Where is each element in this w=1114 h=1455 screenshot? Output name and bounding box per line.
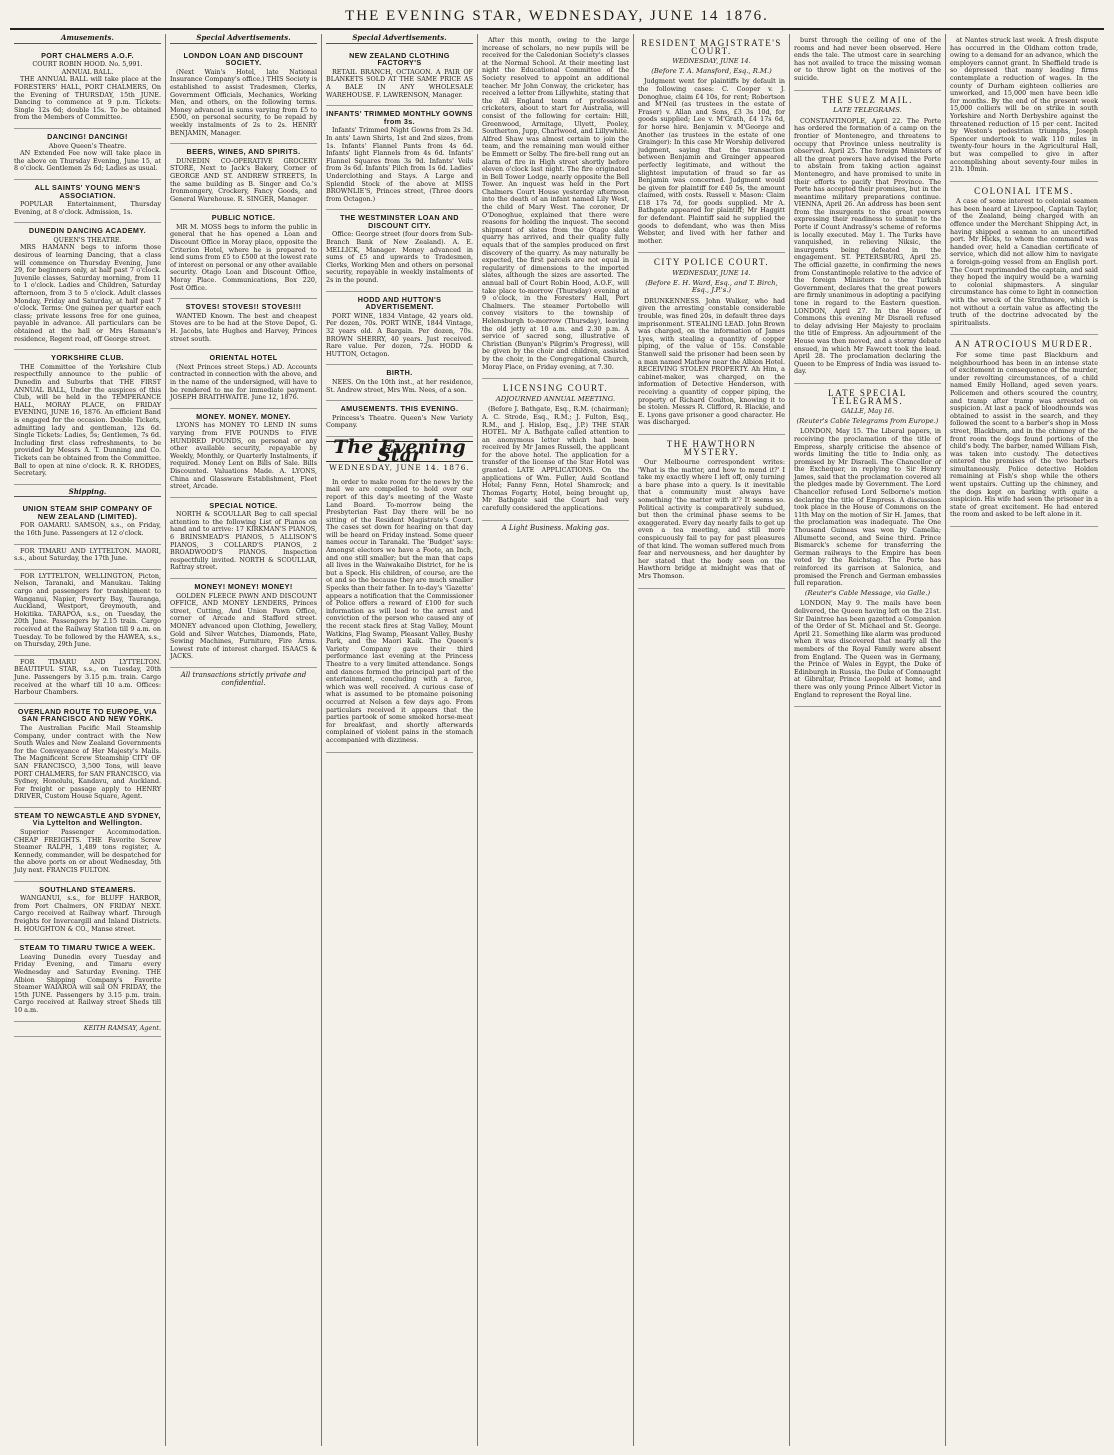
ad-heading: LONDON LOAN AND DISCOUNT SOCIETY.: [183, 50, 304, 68]
advertisement: [14, 350, 161, 485]
advertisement: [14, 180, 161, 223]
column-2: [166, 34, 322, 1446]
column-4: [478, 34, 634, 1446]
ad-heading: INFANTS' TRIMMED MONTHLY GOWNS from 3s.: [326, 109, 473, 126]
advertisement: [14, 570, 161, 656]
ad-list: [326, 48, 473, 437]
column-5: [634, 34, 790, 1446]
article-subheading: (Reuter's Cable Telegrams from Europe.): [796, 416, 939, 425]
ad-body: WANGANUI, s.s., for BLUFF HARBOR, from Port Chalmers, ON FRIDAY NEXT. Cargo received at Railway wharf. Through freights for Invercargill and Inland Districts. H. HOUGHTON & CO., Manse street.: [14, 894, 161, 933]
ad-heading: MONEY! MONEY! MONEY!: [194, 582, 293, 592]
advertisement: [14, 48, 161, 129]
ad-body: WANTED Known. The best and cheapest Stoves are to be had at the Stove Depot, G. H. Jacobs, late Hughes and Harvey, Princes street south.: [170, 311, 317, 343]
ad-heading: STEAM TO NEWCASTLE AND SYDNEY, Via Lyttelton and Wellington.: [14, 810, 161, 828]
ad-heading: SPECIAL NOTICE.: [209, 500, 278, 510]
ad-body: FOR OAMARU. SAMSON, s.s., on Friday, the 16th June. Passengers at 12 o'clock.: [14, 521, 161, 538]
news-paragraphs: After this month, owing to the large increase of scholars, no new pupils will be received for the Caledonian Society's classes at the Normal School. At their meeting last night the Educational Committee of the Society resolved to appoint an additional teacher. Mr John Conway, the cricketer, has received a letter from Lillywhite, stating that the All England team of professional cricketers, about to start for Australia, will consist of the following for certain: Hill, Greenwood, Armitage, Ulyett, Pooley, Southerton, Jupp, Charlwood, and Lillywhite. Alfred Shaw was almost certain to join the team, and the remaining man would either be Emmett or Selby. The fire-bell rang out an alarm of fire in High street shortly before eleven o'clock last night. The fire originated in Bell Tower Lodge, nearly opposite the Bell Tower. An inquest was held in the Port Chalmers Court House yesterday afternoon into the death of an infant named Lily West, the child of Mary West. The coroner, Dr O'Donoghue, explained that there were reasons for holding the inquest. The second shipment of slates from the Otago slate quarry has arrived, and their quality fully equals that of the samples produced on first discovery of the quarry. As may naturally be expected, the first parcels are not equal in regularity of dimensions to the imported slates, although the sizes are assorted. The annual ball of Court Robin Hood, A.O.F., will take place to-morrow (Thursday) evening at 9 o'clock, in the Foresters' Hall, Port Chalmers. The steamer Portobello will convey visitors to the township of Helensburgh to-morrow (Thursday), leaving the old jetty at 10 a.m. and 2.30 p.m. A service of sacred song, illustrative of Christian (Bunyan's Pilgrim's Progress), will be given by the choir and children, assisted by the choir, in the Congregational Church, Moray Place, on Friday evening, at 7.30.: [482, 36, 629, 371]
ad-body: GOLDEN FLEECE PAWN AND DISCOUNT OFFICE, AND MONEY LENDERS, Princes street, Cutting, And Union Pawn Office, corner of Arcade and Stafford street. MONEY advanced upon Clothing, Jewellery, Gold and Silver Watches, Diamonds, Plate, Sewing Machines, Furniture, Fire Arms. Lowest rate of interest charged. ISAACS & JACKS.: [170, 591, 317, 661]
ad-body: The Australian Pacific Mail Steamship Company, under contract with the New South Wales and New Zealand Governments for the Conveyance of Her Majesty's Mails. The Magnificent Screw Steamship CITY OF SAN FRANCISCO, 3,500 Tons, will leave PORT CHALMERS, for SAN FRANCISCO, via Sydney, Honolulu, Kandavu, and Auckland. For freight or passage apply to HENRY DRIVER, Custom House Square, Agent.: [14, 723, 161, 801]
ad-subline: Above Queen's Theatre.: [48, 141, 127, 150]
article-subheading: LATE TELEGRAMS.: [833, 106, 902, 115]
ad-body: Princess's Theatre. Queen's New Variety Company.: [326, 413, 473, 430]
article-heading: CITY POLICE COURT.: [653, 257, 770, 268]
ad-heading: DANCING! DANCING!: [47, 131, 128, 141]
ad-body: (Next Princes street Steps.) AD. Accounts contracted in connection with the above, and in the name of the undersigned, will have to be rendered to me for immediate payment. JOSEPH BRAITHWAITE. June 12, 1876.: [170, 362, 317, 402]
editorial-masthead: The Evening Star: [326, 441, 473, 462]
advertisement: [170, 299, 317, 350]
article-heading: COLONIAL ITEMS.: [974, 185, 1074, 196]
advertisement: [326, 401, 473, 437]
advertisement: [326, 48, 473, 107]
column-heading: Amusements.: [14, 34, 161, 44]
advertisement: [14, 882, 161, 941]
footer-note: A Light Business. Making gas.: [501, 523, 610, 532]
article-dateline: WEDNESDAY, JUNE 14.: [672, 269, 751, 278]
column-3: [322, 34, 478, 1446]
ad-body: NEES. On the 10th inst., at her residence, St. Andrew street, Mrs Wm. Nees, of a son.: [326, 377, 473, 394]
ad-subline: QUEEN'S THEATRE.: [53, 235, 122, 244]
advertisement: [14, 656, 161, 704]
ad-body: MR M. MOSS begs to inform the public in general that he has opened a Loan and Discount Office in Moray place, opposite the Criterion Hotel, where he is prepared to lend sums from £5 to £500 at the lowest rate of interest on personal or any other available security. Otago Loan and Discount Office, Moray Place. Communications, Box 220, Post Office.: [170, 222, 317, 292]
advertisement: [170, 579, 317, 668]
column-heading: Shipping.: [14, 488, 161, 498]
article-heading: THE SUEZ MAIL.: [822, 94, 913, 105]
ad-body: DUNEDIN CO-OPERATIVE GROCERY STORE, Next to Jack's Bakery, Corner of GEORGE AND ST. ANDREW STREETS, In the same building as B. Singer and Co.'s Ironmongery, Crockery, Fancy Goods, and General Warehouse. R. SINGER, Manager.: [170, 156, 317, 203]
ad-heading: PUBLIC NOTICE.: [211, 213, 276, 223]
ad-heading: STOVES! STOVES!! STOVES!!!: [185, 302, 302, 312]
article-subheading: (Reuter's Cable Message, via Galle.): [804, 588, 931, 597]
advertisement: [326, 292, 473, 366]
ad-body: THE ANNUAL BALL will take place at the FORESTERS' HALL, PORT CHALMERS, On the Evening of THURSDAY, 15th JUNE. Dancing to commence at 9 p.m. Tickets: Single 12s 6d; double 15s. To be obtained from the Members of Committee.: [14, 75, 161, 122]
ad-heading: UNION STEAM SHIP COMPANY OF NEW ZEALAND (LIMITED).: [22, 504, 153, 521]
article-heading: RESIDENT MAGISTRATE'S COURT.: [641, 38, 782, 56]
ad-body: LYONS has MONEY TO LEND IN sums varying from FIVE POUNDS to FIVE HUNDRED POUNDS, on personal or any other available security, repayable by Weekly, Monthly, or Quarterly Instalments, if required. Money Lent on Bills of Sale. Bills Discounted. Valuations Made. A. LYONS, China and Glassware Establishment, Fleet street, Arcade.: [170, 421, 317, 491]
advertisement: [170, 409, 317, 498]
article-body: LONDON, May 15. The Liberal papers, in receiving the proclamation of the title of Empress, sharply criticise the absence of words limiting the title to India only, as promised by Mr Disraeli. The Chancellor of the Exchequer, in replying to Sir Henry James, said that the proclamation covered all the pledges made by Government. The Lord Chancellor refused Lord Selborne's motion declaring the title of Empress. A discussion took place in the House of Commons on the 11th May on the motion of Sir H. James, that the proclamation was inadequate. The One Thousand Guineas was won by Camelia; Allumette second, and Seine third. Prince Bismarck's scheme for transferring the German railways to the Empire has been voted by the Reichstag. The Porte has reinforced its garrison at Salonica, and promised the French and German embassies full reparation.: [794, 427, 941, 588]
ad-body: Office: George street (four doors from Sub-Branch Bank of New Zealand). A. E. MELLICK, Manager. Money advanced in sums of £5 and upwards to Tradesmen, Clerks, Working Men and others on personal security, repayable in weekly instalments of 2s in the pound.: [326, 230, 473, 285]
ad-heading: BEERS, WINES, AND SPIRITS.: [186, 147, 301, 157]
advertisement: [170, 210, 317, 299]
advertisement: [14, 129, 161, 180]
article-heading: LICENSING COURT.: [502, 383, 609, 394]
article-body: A case of some interest to colonial seamen has been heard at Liverpool, Captain Taylor, of the Zealand, being charged with an offence under the Merchant Shipping Act, in having shipped a seaman to an uncertified port. Mr Hicks, to whom the command was handed over, held a Canadian certificate of service, which did not allow him to navigate a foreign-going vessel from an English port. The Court reprimanded the captain, and said they hoped the inquiry would be a warning to colonial shipmasters. A singular circumstance has come to light in connection with the wreck of the Strathmore, which is not without a certain value as affecting the truth of the doctrine advocated by the spiritualists.: [950, 197, 1098, 327]
article-body: CONSTANTINOPLE, April 22. The Porte has ordered the formation of a camp on the frontier of Montenegro, and threatens to occupy that Province unless neutrality is observed. April 25. The foreign Ministers of all the great powers have advised the Porte to abstain from taking action against Montenegro, and have promised to unite in their efforts to pacify that Province. The Porte has accepted their promises, but in the meantime military preparations continue. VIENNA, April 26. An address has been sent from the insurgents to the great powers expressing their readiness to submit to the Porte if Count Andrassy's scheme of reforms is locally executed. May 1. The Turks have vanquished, in relieving Niksic, the insurgents being defeated in the engagement. ST. PETERSBURG, April 25. The official gazette, in confirming the news from Constantinople relative to the advice of the foreign Ministers to the Turkish Government, declares that the great powers are firmly unanimous in adopting a pacifying tone in regard to the Eastern question. LONDON, April 27. In the House of Commons this evening Mr Disraeli refused to delay advising Her Majesty to proclaim the title of Empress. An adjournment of the House was then moved, and a stormy debate ensued, in which Mr Fawcett took the lead. April 28. The proclamation declaring the Queen to be Empress of India was issued to-day.: [794, 116, 941, 376]
article-body: LONDON, May 9. The mails have been delivered, the Queen having left on the 21st. Sir Daintree has been gazetted a Companion of the Order of St. Michael and St. George. April 21. Something like alarm was produced when it was discovered that nearly all the members of the Royal Family were absent from England. The Queen was in Germany, the Prince of Wales in Egypt, the Duke of Edinburgh in Russia, the Duke of Connaught at Gibraltar, Prince Leopold at home, and there was only young Prince Albert Victor in England to represent the Royal line.: [794, 599, 941, 699]
advertisement: [170, 48, 317, 145]
article-heading: LATE SPECIAL TELEGRAMS.: [828, 387, 907, 406]
advertisement: [170, 498, 317, 579]
ad-heading: AMUSEMENTS. THIS EVENING.: [340, 404, 459, 414]
ad-subline: ANNUAL BALL.: [61, 67, 114, 76]
column-1: [10, 34, 166, 1446]
ad-heading: BIRTH.: [386, 368, 413, 378]
advertisement: [14, 223, 161, 350]
article-body: burst through the ceiling of one of the rooms and had never been observed. Here ends the tale. The utmost care in searching has not availed to trace the missing woman or to throw light on the motives of the suicide.: [794, 36, 941, 82]
advertisement: [14, 940, 161, 1021]
article-heading: AN ATROCIOUS MURDER.: [954, 339, 1094, 350]
ad-heading: HODD AND HUTTON'S ADVERTISEMENT.: [357, 294, 442, 312]
ad-body: RETAIL BRANCH, OCTAGON. A PAIR OF BLANKETS SOLD AT THE SAME PRICE AS A BALE IN ANY WHOLESALE WAREHOUSE. F. LAWRENSON, Manager.: [326, 67, 473, 99]
advertisement: [14, 501, 161, 544]
ad-body: FOR TIMARU AND LYTTELTON. BEAUTIFUL STAR, s.s., on Tuesday, 20th June. Passengers by 3.15 p.m. train. Cargo received at the wharf till 10 a.m. Offices: Harbour Chambers.: [14, 657, 161, 697]
article-body: at Nantes struck last week. A fresh dispute has occurred in the Oldham cotton trade, owing to a demand for an advance, which the employers cannot grant. In Sheffield trade is so depressed that many leading firms contemplate a reduction of wages. In the county of Durham eighteen collieries are unworked, and 15,000 men have been idle for months. By the end of the present week 15,000 colliers will be on strike in south Yorkshire and North Derbyshire against the threatened reduction of 15 per cent. Incited by Weston's pedestrian triumphs, Joseph Spencer undertook to walk 110 miles in twenty-four hours in the Agricultural Hall, but was compelled to give in after accomplishing about seventy-four miles in 21h. 10min.: [950, 36, 1098, 174]
advertisement: [14, 545, 161, 570]
article-body: Judgment went for plaintiffs by default in the following cases: C. Cooper v. J. Donoghue, claim £4 10s, for rent; Robertson and M'Neil (as trustees in the estate of Fraser) v. Allan and Sons, £3 3s 10d, for goods supplied; Lee v. M'Grath, £4 17s 6d, for horse hire. Benjamin v. M'George and Another (as trustees in the estate of one Grainger): In this case Mr Worship delivered judgment, saying that the transaction between Benjamin and Grainger appeared perfectly legitimate, and without the slightest imputation of fraud so far as Benjamin was concerned. Judgment would be given for plaintiff for £40 5s, the amount claimed, with costs. Russell v. Mason: Claim £18 17s 7d, for goods supplied. Mr A. Bathgate appeared for plaintiff; Mr Haggitt for defendant. Plaintiff said he supplied the goods to defendant, who was then Miss Webster, and lived with her father and mother.: [638, 77, 785, 245]
ad-heading: ALL SAINTS' YOUNG MEN'S ASSOCIATION.: [34, 182, 141, 200]
article-heading: THE HAWTHORN MYSTERY.: [666, 438, 757, 457]
advertisement: [170, 144, 317, 210]
ad-heading: OVERLAND ROUTE TO EUROPE, VIA SAN FRANCISCO AND NEW YORK.: [17, 706, 158, 724]
advertisement: [326, 210, 473, 291]
ad-body: Infants' Trimmed Night Gowns from 2s 3d. In ants' Lawn Shirts, 1st and 2nd sizes, from 1s. Infants' Flannel Pants from 4s 6d. Infants' light Flannels from 4s 6d. Infants' Flannel Squares from 3s 9d. Infants' Veils from 3s 6d. Infants' Pilch from 1s 6d. Ladies' Underclothing and Stays. A Large and Splendid Stock of the above at MISS BROWNLIE'S, Princes street, (Three doors from Octagon.): [326, 126, 473, 203]
article-dateline: WEDNESDAY, JUNE 14.: [672, 57, 751, 66]
ad-body: Superior Passenger Accommodation. CHEAP FREIGHTS. THE Favorite Screw Steamer RALPH, 1,489 tons register, A. Kennedy, commander, will be despatched for the above ports on or about Wednesday, 5th July next. FRANCIS FULTON.: [14, 828, 161, 875]
ad-body: THE Committee of the Yorkshire Club respectfully announce to the public of Dunedin and Suburbs that THE FIRST ANNUAL BALL, Under the auspices of this Club, will be held in the TEMPERANCE HALL, MORAY PLACE, on FRIDAY EVENING, JUNE 16, 1876. An efficient Band is engaged for the occasion. Double Tickets, admitting lady and gentleman, 12s 6d. Single Tickets: Ladies, 5s; Gentlemen, 7s 6d. Including first class refreshments, to be provided by Messrs A. T. Dunning and Co. Tickets can be obtained from the Committee. Ball to open at nine o'clock. R. K. RHODES, Secretary.: [14, 362, 161, 478]
article-subheading: (Before E. H. Ward, Esq., and T. Birch, Esq., J.P.'s.): [645, 278, 778, 295]
column-heading: Special Advertisements.: [170, 34, 317, 44]
ad-heading: YORKSHIRE CLUB.: [51, 353, 124, 363]
ad-heading: THE WESTMINSTER LOAN AND DISCOUNT CITY.: [340, 213, 459, 230]
ad-body: FOR TIMARU AND LYTTELTON. MAORI, s.s., about Saturday, the 17th June.: [14, 546, 161, 563]
ad-list: [170, 48, 317, 668]
shipping-list: [14, 501, 161, 1021]
footer-note: All transactions strictly private and confidential.: [180, 670, 307, 687]
ad-subline: COURT ROBIN HOOD. No. 5,991.: [32, 60, 143, 69]
article-body: Our Melbourne correspondent writes: 'What is the matter, and how to mend it?' I take my exactly where I left off, only turning a bare phase into a query. Is it inevitable that a community must always have something 'the matter with it'? It seems so. Political activity is comparatively subdued, but then the criminal phase seems to be exaggerated. Every day nearly fails to get up even a tea meeting, and still more conspicuously fail to pay for past pleasures of that kind. The woman suffered much from fear and nervousness, and her daughter by her stated that the body seen on the Hawthorn bridge at midnight was that of Mrs Thomson.: [638, 458, 785, 580]
ad-body: MRS HAMANN begs to inform those desirous of learning Dancing, that a class will commence on Thursday Evening, June 29, for beginners only, at half past 7 o'clock. Juvenile classes, Saturday morning, from 11 to 1 o'clock. Ladies and Children, Saturday afternoon, from 3 to 5 o'clock. Adult classes Monday, Friday and Saturday, at half past 7 o'clock. Terms: One guinea per quarter each class; private lessons free for one guinea, payable in advance. All particulars can be obtained at the hall or Mrs Hamann's residence, Regent road, off George street.: [14, 243, 161, 343]
ad-heading: STEAM TO TIMARU TWICE A WEEK.: [19, 943, 156, 953]
ad-heading: ORIENTAL HOTEL: [209, 353, 278, 363]
ad-heading: NEW ZEALAND CLOTHING FACTORY'S: [349, 50, 450, 68]
article-body: DRUNKENNESS. John Walker, who had given the arresting constable considerable trouble, was fined 20s, in default three days imprisonment. STEALING LEAD. John Brown was charged, on the information of James Lyes, with stealing a quantity of copper piping, of the value of 15s. Constable Stanwell said the prisoner had been seen by a man named Mathew near the Albion Hotel. RECEIVING STOLEN PROPERTY. Ah Him, a cabinet-maker, was charged, on the information of Detective Henderson, with receiving a quantity of copper piping, the property of Richard Coulton, knowing it to be stolen. Messrs R. Clifford, R. Blackie, and E. Lyons gave prisoner a good character. He was discharged.: [638, 296, 785, 427]
ad-body: POPULAR Entertainment, Thursday Evening, at 8 o'clock. Admission, 1s.: [14, 200, 161, 216]
masthead: THE EVENING STAR, WEDNESDAY, JUNE 14 1876.: [10, 6, 1104, 30]
article-dateline: GALLE, May 16.: [840, 407, 895, 416]
ad-heading: SOUTHLAND STEAMERS.: [39, 884, 136, 894]
article-body: (Before J. Bathgate, Esq., R.M. (chairman); A. C. Strode, Esq., R.M.; J. Fulton, Esq., R.M., and J. Hislop, Esq., J.P.) THE STAR HOTEL. Mr A. Bathgate called attention to an anonymous letter which had been received by Mr James Russell, the applicant for the above hotel. The application for a transfer of the license of the Star Hotel was granted. LATE APPLICATIONS. On the applications of Wm. Fuller, Auld Scotland Hotel; Fanny Fenn, Hotel Shamrock; and Thomas Fogarty, Hotel, being brought up, Mr Bathgate said the Court had very carefully considered the applications.: [482, 405, 629, 513]
advertisement: [14, 704, 161, 808]
signature: KEITH RAMSAY, Agent.: [83, 1023, 161, 1032]
ad-body: NORTH & SCOULLAR Beg to call special attention to the following List of Pianos on hand and to arrive: 17 KIRKMAN'S PIANOS, 6 BRINSMEAD'S PIANOS, 5 ALLISON'S PIANOS, 3 COLLARD'S PIANOS, 2 BROADWOOD'S PIANOS. Inspection respectfully invited. NORTH & SCOULLAR, Rattray street.: [170, 510, 317, 572]
ad-heading: MONEY. MONEY. MONEY.: [196, 411, 291, 421]
ad-body: AN Extended Fee now will take place in the above on Thursday Evening, June 15, at 8 o'clock. Gentlemen 2s 6d; Ladies as usual.: [14, 149, 161, 173]
article-body: For some time past Blackburn and neighbourhood has been in an intense state of excitement in consequence of the murder, under revolting circumstances, of a child named Emily Holland, aged seven years. Policemen and others scoured the country, and tramp after tramp was arrested on suspicion. At last a pack of bloodhounds was obtained to assist in the search, and they followed the scent to a barber's shop in Moss street, Blackburn, and in the chimney of the front room the dogs found portions of the child's body. The barber, named William Fish, was taken into custody. The detectives entered the premises of the two barbers simultaneously. Police detective Holden remaining at Fish's shop while the others went upstairs. Cutting up the chimney, and the dogs kept on barking with quite a suspicion. His wife had seen the prisoner in a state of great excitement. He had entered the room and asked to be left alone in it.: [950, 350, 1098, 519]
advertisement: [326, 106, 473, 210]
advertisement: [326, 365, 473, 401]
ad-list: [14, 48, 161, 485]
leader-text: In order to make room for the news by the mail we are compelled to hold over our report of this day's meeting of the Waste Land Board. To-morrow being the Presbyterian Fast Day there will be no sitting of the Resident Magistrate's Court. The cases set down for hearing on that day will be heard on Friday instead. Some queer names occur in Taranaki. The 'Budget' says: Amongst electors we have a Foote, an Inch, and one still smaller; but the man that caps all lives in the Waiwakaiho District, for he is but a Speck. His children, of course, are the ot and so the because they are much smaller Specks than their father. In to-day's 'Gazette' appears a notification that the Commissioner of Police offers a reward of £100 for such information as will lead to the arrest and conviction of the person who caused any of the recent stack fires at Stag Valley, Mount Watkins, Flag Swamp, Pleasant Valley, Bushy Park, and the Maori Kaik. The Queen's Variety Company gave their third performance last evening at the Princess Theatre to a very limited attendance. Songs and dances formed the principal part of the entertainment, concluding with a farce, which was well received. A curious case of what is assumed to be ptomaine poisoning occurred at Nelson a few days ago. From particulars received it appears that the parties partook of some smoked horse-meat for breakfast, and shortly afterwards complained of violent pains in the stomach accompanied with dizziness.: [326, 477, 473, 744]
column-heading: Special Advertisements.: [326, 34, 473, 44]
ad-body: PORT WINE, 1834 Vintage, 42 years old. Per dozen, 70s. PORT WINE, 1844 Vintage, 32 years old. A Bargain. Per dozen, 70s. BROWN SHERRY, 40 years. Just received. Rare value. Per dozen, 72s. HODD & HUTTON, Octagon.: [326, 311, 473, 358]
ad-heading: DUNEDIN DANCING ACADEMY.: [28, 226, 147, 236]
advertisement: [170, 350, 317, 409]
ad-body: FOR LYTTELTON, WELLINGTON, Picton, Nelson, Taranaki, and Manukau. Taking cargo and passengers for transhipment to Wanganui, Napier, Poverty Bay, Tauranga, Auckland, Westport, Greymouth, and Hokitika. TARAPOA, s.s., on Tuesday, the 20th June. Passengers by 2.15 train. Cargo received at the Railway Station till 9 a.m. on Tuesday. To be followed by the HAWEA, s.s., on Thursday, 29th June.: [14, 571, 161, 649]
ad-body: (Next Wain's Hotel, late National Insurance Company's office.) THIS Society is established to assist Tradesmen, Clerks, Government Officials, Mechanics, Working Men, and others, on the following terms. Money advanced in sums varying from £5 to £500, on personal security, to be repaid by weekly instalments of 2s to 2s. HENRY BENJAMIN, Manager.: [170, 67, 317, 137]
column-7: [946, 34, 1102, 1446]
advertisement: [14, 808, 161, 882]
ad-body: Leaving Dunedin every Tuesday and Friday Evening, and Timaru every Wednesday and Saturday Evening. THE Albion Shipping Company's Favorite Steamer WAIAROA will sail ON FRIDAY, the 15th JUNE. Passengers by 3.15 p.m. train. Cargo received at Railway street Sheds till 10 a.m.: [14, 952, 161, 1014]
article-subheading: ADJOURNED ANNUAL MEETING.: [495, 394, 616, 403]
article-subheading: (Before T. A. Mansford, Esq., R.M.): [651, 66, 772, 75]
ad-heading: PORT CHALMERS A.O.F.: [41, 50, 134, 60]
editorial-date: WEDNESDAY, JUNE 14. 1876.: [329, 463, 470, 473]
columns: [10, 34, 1104, 1446]
column-6: [790, 34, 946, 1446]
